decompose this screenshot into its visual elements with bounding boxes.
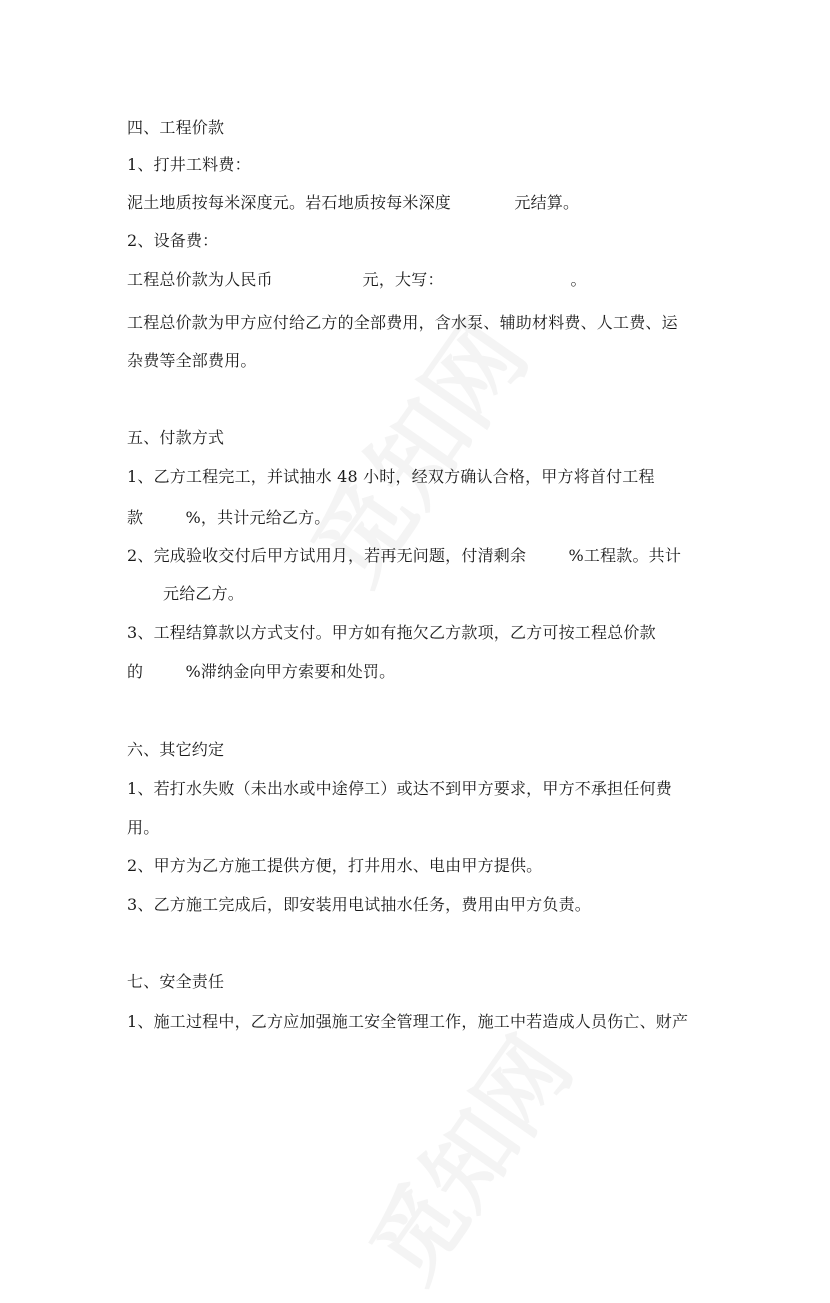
section-4-item-1-detail: 泥土地质按每米深度元。岩石地质按每米深度 元结算。 [127, 193, 580, 212]
section-6-item-1-line2: 用。 [127, 818, 160, 837]
section-4-title: 四、工程价款 [127, 118, 225, 137]
section-4-item-2: 2、设备费： [127, 231, 219, 250]
section-5-item-1-line1: 1、乙方工程完工，并试抽水 48 小时，经双方确认合格，甲方将首付工程 [127, 467, 655, 486]
section-4-total-desc-line2: 杂费等全部费用。 [127, 351, 257, 370]
section-5-item-2-line2: 元给乙方。 [163, 584, 245, 603]
section-4-total: 工程总价款为人民币 元，大写： 。 [127, 270, 587, 289]
section-6-item-2: 2、甲方为乙方施工提供方便，打井用水、电由甲方提供。 [127, 856, 543, 875]
watermark-lower [334, 1007, 595, 1303]
section-7-item-1: 1、施工过程中，乙方应加强施工安全管理工作，施工中若造成人员伤亡、财产 [127, 1012, 689, 1031]
section-7-title: 七、安全责任 [127, 972, 225, 991]
section-5-item-1-line2: 款 %，共计元给乙方。 [127, 508, 331, 527]
section-4-total-desc-line1: 工程总价款为甲方应付给乙方的全部费用，含水泵、辅助材料费、人工费、运 [127, 313, 678, 332]
section-6-item-1-line1: 1、若打水失败（未出水或中途停工）或达不到甲方要求，甲方不承担任何费 [127, 779, 672, 798]
section-5-item-3-line2: 的 %滞纳金向甲方索要和处罚。 [127, 662, 396, 681]
section-4-item-1: 1、打井工料费： [127, 155, 251, 174]
section-6-item-3: 3、乙方施工完成后，即安装用电试抽水任务，费用由甲方负责。 [127, 895, 591, 914]
section-5-item-2-line1: 2、完成验收交付后甲方试用月，若再无问题，付清剩余 %工程款。共计 [127, 546, 682, 565]
section-5-title: 五、付款方式 [127, 428, 225, 447]
section-5-item-3-line1: 3、工程结算款以方式支付。甲方如有拖欠乙方款项，乙方可按工程总价款 [127, 623, 656, 642]
section-6-title: 六、其它约定 [127, 740, 225, 759]
